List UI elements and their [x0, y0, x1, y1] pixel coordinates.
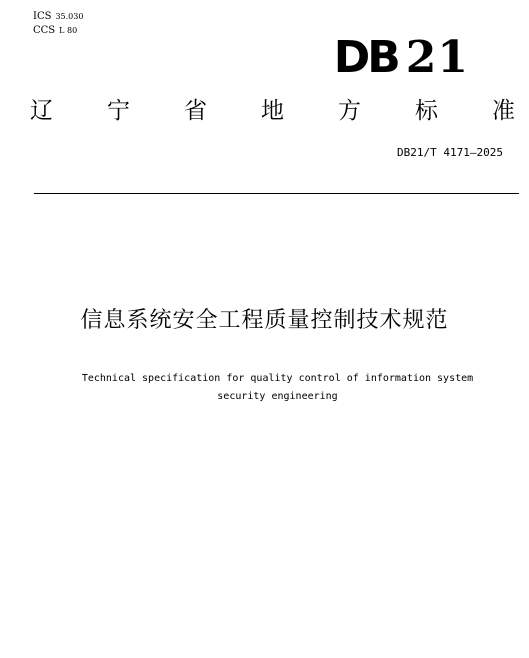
document-title-en-line2: security engineering	[217, 391, 338, 402]
standard-number: DB21/T 4171—2025	[397, 146, 503, 159]
db-logo	[334, 34, 469, 82]
ccs-label: CCS	[33, 25, 56, 36]
db-logo-number: 21	[405, 32, 469, 83]
document-title-en-line1: Technical specification for quality control of information system	[81, 373, 474, 384]
standard-type-char: 宁	[107, 98, 130, 124]
ics-code: 35.030	[55, 12, 84, 21]
standard-type-char: 辽	[30, 98, 53, 124]
classification-codes	[33, 10, 83, 38]
standard-type-char: 地	[261, 98, 284, 124]
standard-type-char: 准	[492, 98, 515, 124]
ccs-code: L 80	[59, 26, 78, 35]
standard-type-char: 省	[184, 98, 207, 124]
standard-type-char: 标	[415, 98, 438, 124]
header-divider	[34, 193, 519, 194]
document-title-en	[40, 370, 515, 406]
ics-label: ICS	[33, 11, 52, 22]
document-title-zh: 信息系统安全工程质量控制技术规范	[80, 308, 449, 333]
ccs-row	[33, 24, 83, 38]
standard-type-char: 方	[338, 98, 361, 124]
ics-row	[33, 10, 83, 24]
standard-type-heading	[30, 96, 515, 126]
db-logo-letters: DB	[333, 32, 398, 83]
